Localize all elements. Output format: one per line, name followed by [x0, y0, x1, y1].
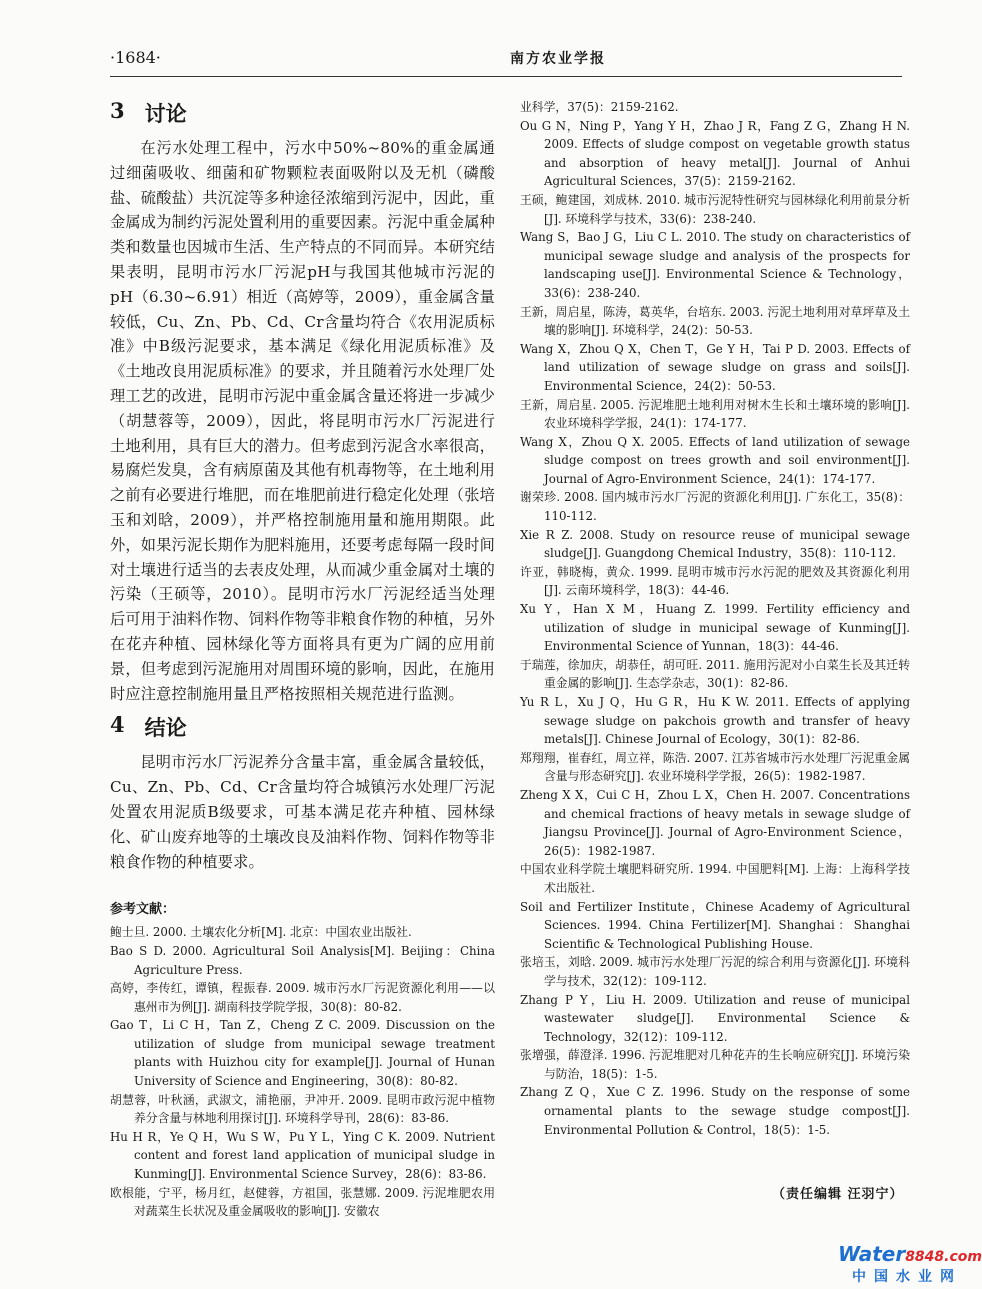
reference-item: 王新，周启星. 2005. 污泥堆肥土地利用对树木生长和土壤环境的影响[J]. 农业环境科学学报，24(1)：174-177.: [520, 397, 910, 431]
reference-item: 欧根能，宁平，杨月红，赵健蓉，方祖国，张慧娜. 2009. 污泥堆肥农用对蔬菜生长状况及重金属吸收的影响[J]. 安徽农: [110, 1185, 495, 1219]
reference-item: 张增强，薛澄泽. 1996. 污泥堆肥对几种花卉的生长响应研究[J]. 环境污染与防治，18(5)：1-5.: [520, 1048, 910, 1081]
references-heading: 参考文献：: [110, 902, 176, 918]
watermark-brand-c: .com: [944, 1249, 982, 1265]
section-number: 4: [110, 712, 125, 738]
reference-item: Zhang Z Q，Xue C Z. 1996. Study on the response of some ornamental plants to the sewage studge compost[J]. Environmental Pollution & Control，18(5)：1-5.: [520, 1085, 910, 1137]
reference-item: Zhang P Y，Liu H. 2009. Utilization and reuse of municipal wastewater sludge[J]. Environmental Science & Technology，32(12)：109-112.: [520, 992, 910, 1044]
reference-item: 鲍士旦. 2000. 土壤农化分析[M]. 北京：中国农业出版社.: [110, 925, 412, 940]
section-heading-conclusion: [110, 712, 495, 742]
reference-item: Soil and Fertilizer Institute，Chinese Academy of Agricultural Sciences. 1994. China Fertilizer[M]. Shanghai：Shanghai Scientific & Technological Publishing House.: [520, 899, 910, 951]
reference-item: 业科学，37(5)：2159-2162.: [520, 100, 679, 114]
header-rule: [110, 76, 902, 77]
watermark-brand-b: 8848: [905, 1249, 945, 1265]
page-number: ·1684·: [110, 48, 161, 67]
right-column: [520, 98, 910, 1139]
reference-item: Xu Y，Han X M，Huang Z. 1999. Fertility efficiency and utilization of sludge in municipal sewage of Kunming[J]. Environmental Science of Yunnan，18(3)：44-46.: [520, 602, 910, 654]
reference-item: 胡慧蓉，叶秋涵，武淑文，浦艳丽，尹冲开. 2009. 昆明市政污泥中植物养分含量与林地利用探讨[J]. 环境科学导刊，28(6)：83-86.: [110, 1092, 495, 1126]
responsible-editor: （责任编辑 汪羽宁）: [772, 1187, 904, 1202]
reference-item: Wang S，Bao J G，Liu C L. 2010. The study on characteristics of municipal sewage sludge and analysis of the prospects for landscaping use[J]. Environmental Science & Technology，33(6)：238-240.: [520, 230, 910, 300]
reference-item: Wang X，Zhou Q X，Chen T，Ge Y H，Tai P D. 2003. Effects of land utilization of sewage sludge on grass and soils[J]. Environmental Science，24(2)：50-53.: [520, 341, 910, 393]
reference-item: Bao S D. 2000. Agricultural Soil Analysis[M]. Beijing：China Agriculture Press.: [110, 943, 495, 977]
section-number: 3: [110, 98, 125, 123]
reference-item: Wang X，Zhou Q X. 2005. Effects of land utilization of sewage sludge compost on trees growth and soil environment[J]. Journal of Agro-Environment Science，24(1)：174-177.: [520, 434, 910, 486]
reference-list-left: [110, 923, 495, 1221]
reference-item: 张培玉，刘晗. 2009. 城市污水处理厂污泥的综合利用与资源化[J]. 环境科学与技术，32(12)：109-112.: [520, 955, 910, 988]
section-title: 结论: [144, 715, 187, 741]
discussion-paragraph: 在污水处理工程中，污水中50%~80%的重金属通过细菌吸收、细菌和矿物颗粒表面吸附以及无机（磷酸盐、硫酸盐）共沉淀等多种途径浓缩到污泥中，因此，重金属成为制约污泥处置利用的重要因素。污泥中重金属种类和数量也因城市生活、生产特点的不同而异。本研究结果表明，昆明市污水厂污泥pH与我国其他城市污泥的pH（6.30~6.91）相近（高婷等，2009），重金属含量较低，Cu、Zn、Pb、Cd、Cr含量均符合《农用泥质标准》中B级污泥要求，基本满足《绿化用泥质标准》及《土地改良用泥质标准》的要求，并且随着污水处理厂处理工艺的改进，昆明市污泥中重金属含量还将进一步减少（胡慧蓉等，2009），因此，将昆明市污水厂污泥进行土地利用，具有巨大的潜力。但考虑到污泥含水率很高，易腐烂发臭，含有病原菌及其他有机毒物等，在土地利用之前有必要进行堆肥，而在堆肥前进行稳定化处理（张培玉和刘晗，2009），并严格控制施用量和施用期限。此外，如果污泥长期作为肥料施用，还要考虑每隔一段时间对土壤进行适当的去表皮处理，从而减少重金属对土壤的污染（王硕等，2010）。昆明市污水厂污泥经适当处理后可用于油料作物、饲料作物等非粮食作物的种植，另外在花卉种植、园林绿化等方面将具有更为广阔的应用前景，但考虑到污泥施用对周围环境的影响，因此，在施用时应注意控制施用量且严格按照相关规范进行监测。: [110, 139, 495, 703]
site-watermark-logo: [838, 1242, 982, 1286]
watermark-subtitle: 中国水业网: [852, 1269, 962, 1285]
watermark-brand: [838, 1242, 982, 1266]
reference-item: 王硕，鲍建国，刘成林. 2010. 城市污泥特性研究与园林绿化利用前景分析[J]. 环境科学与技术，33(6)：238-240.: [520, 192, 910, 226]
reference-item: Xie R Z. 2008. Study on resource reuse of municipal sewage sludge[J]. Guangdong Chemical Industry，35(8)：110-112.: [520, 527, 910, 561]
reference-item: 王新，周启星，陈涛，葛英华，台培东. 2003. 污泥土地利用对草坪草及土壤的影响[J]. 环境科学，24(2)：50-53.: [520, 304, 910, 338]
journal-title: 南方农业学报: [510, 51, 606, 67]
reference-list-right: [520, 98, 910, 1139]
reference-item: Gao T，Li C H，Tan Z，Cheng Z C. 2009. Discussion on the utilization of sludge from municipal sewage treatment plants with Huizhou city for example[J]. Journal of Hunan University of Science and Engineering，30(8)：80-82.: [110, 1018, 495, 1089]
reference-item: 中国农业科学院土壤肥料研究所. 1994. 中国肥料[M]. 上海：上海科学技术出版社.: [520, 862, 910, 895]
reference-item: 高婷，李传红，谭镇，程振春. 2009. 城市污水厂污泥资源化利用——以惠州市为例[J]. 湖南科技学院学报，30(8)：80-82.: [110, 981, 495, 1014]
reference-item: 许亚，韩晓梅，黄众. 1999. 昆明市城市污水污泥的肥效及其资源化利用[J]. 云南环境科学，18(3)：44-46.: [520, 564, 910, 598]
reference-item: 于瑞莲，徐加庆，胡恭任，胡可旺. 2011. 施用污泥对小白菜生长及其迁转重金属的影响[J]. 生态学杂志，30(1)：82-86.: [520, 657, 910, 691]
section-heading-discussion: [110, 98, 495, 128]
conclusion-paragraph: 昆明市污水厂污泥养分含量丰富，重金属含量较低，Cu、Zn、Pb、Cd、Cr含量均符合城镇污水处理厂污泥处置农用泥质B级要求，可基本满足花卉种植、园林绿化、矿山废弃地等的土壤改良及油料作物、饲料作物等非粮食作物的种植要求。: [110, 753, 495, 871]
reference-item: Yu R L，Xu J Q，Hu G R，Hu K W. 2011. Effects of applying sewage sludge on pakchois growth and transfer of heavy metals[J]. Chinese Journal of Ecology，30(1)：82-86.: [520, 695, 910, 747]
section-title: 讨论: [144, 101, 187, 126]
reference-item: Zheng X X，Cui C H，Zhou L X，Chen H. 2007. Concentrations and chemical fractions of heavy metals in sewage sludge of Jiangsu Province[J]. Journal of Agro-Environment Science，26(5)：1982-1987.: [520, 787, 910, 858]
reference-item: Hu H R，Ye Q H，Wu S W，Pu Y L，Ying C K. 2009. Nutrient content and forest land application of municipal sludge in Kunming[J]. Environmental Science Survey，28(6)：83-86.: [110, 1129, 495, 1182]
reference-item: 郑翔翔，崔春红，周立祥，陈浩. 2007. 江苏省城市污水处理厂污泥重金属含量与形态研究[J]. 农业环境科学学报，26(5)：1982-1987.: [520, 750, 910, 784]
reference-item: 谢荣珍. 2008. 国内城市污水厂污泥的资源化利用[J]. 广东化工，35(8)：110-112.: [520, 490, 910, 524]
watermark-brand-a: Water: [838, 1242, 906, 1266]
reference-item: Ou G N，Ning P，Yang Y H，Zhao J R，Fang Z G，Zhang H N. 2009. Effects of sludge compost on vegetable growth status and absorption of heavy metal[J]. Journal of Anhui Agricultural Sciences，37(5)：2159-2162.: [520, 118, 910, 189]
left-column: [110, 98, 495, 1221]
running-header: [110, 40, 910, 80]
